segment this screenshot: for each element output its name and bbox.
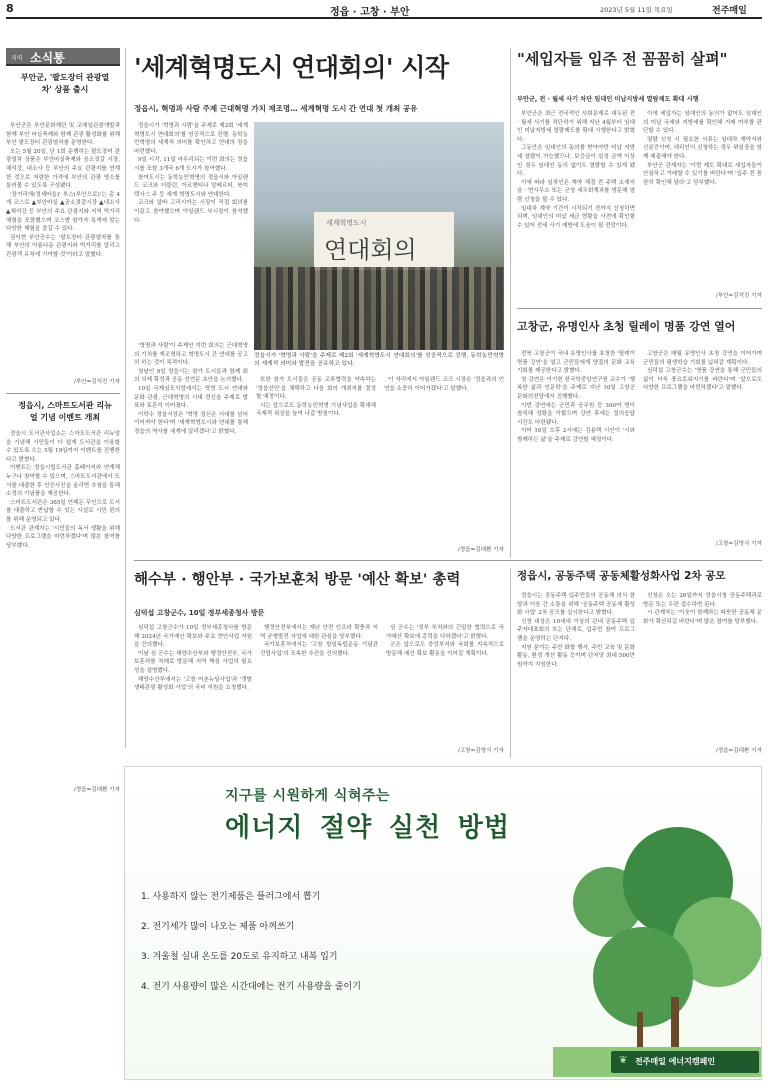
article2-para: 이에 따라 임차인은 계약 체결 전 주택 소재지 읍 · 면사무소 또는 군청 세무회계과를 방문해 열람 신청을 할 수 있다.	[517, 179, 635, 203]
brief2-title: 정읍시, 스마트도서관 리뉴얼 기념 이벤트 개최	[18, 401, 112, 422]
sidebar-tag-region: 지역	[11, 55, 23, 62]
article1-para: 9일 시작, 11일 마무리되는 이번 회의는 정읍시를 포함 3개국 6개 도시가 참여했다.	[134, 157, 248, 172]
ad-tree-cluster	[553, 807, 762, 1077]
article5-para: 신청 대상은 10세대 이상의 관내 공동주택 입주자대표회의 또는 단체로, 입주민 참여 프로그램을 운영하는 단지다.	[517, 618, 635, 642]
brief2-para: 정읍시 도서관사업소는 스마트도서관 리뉴얼을 기념해 시민들이 더 쉽게 도서관을 이용할 수 있도록 오는 5월 19일까지 이벤트를 진행한다고 밝혔다.	[6, 431, 120, 463]
brief1-title: 부안군, '팔도장터 관광열차' 상품 출시	[20, 73, 110, 94]
sidebar-tag	[6, 48, 120, 66]
article2-headline: "세입자들 입주 전 꼼꼼히 살펴"	[517, 50, 728, 68]
article3	[517, 318, 762, 550]
sidebar	[6, 48, 120, 1078]
article1-subhead: 정읍시, 혁명과 사람 주제 근대혁명 가치 재조명… 세계혁명 도시 간 연대 첫 개최 공유	[134, 104, 418, 113]
lower-column-rule	[510, 568, 511, 758]
article5-para: 시 관계자는 '이웃이 함께하는 따뜻한 공동체 문화가 확산되길 바란다'며 많은 참여를 당부했다.	[643, 610, 762, 625]
brief1-byline: /부안=김석진 기자	[73, 379, 120, 385]
article5-para: 지원 분야는 주민 화합 행사, 주민 교육 및 문화 활동, 환경 개선 활동 등이며 단지당 최대 500만 원까지 지원한다.	[517, 644, 635, 668]
article1-para: 이 자리에서 아일랜드 코크 시장은 '정읍과의 인연을 소중히 이어가겠다'고 말했다.	[384, 377, 504, 392]
article4-para: 행정안전부에서는 재난 안전 인프라 확충과 지역 균형발전 사업에 대한 관심을 당부했다.	[260, 625, 378, 640]
article2-byline: /부안=김석진 기자	[715, 293, 762, 299]
article4-para: 심 군수는 '정부 부처와의 긴밀한 협력으로 국가예산 확보에 총력을 다하겠다'고 밝혔다.	[386, 625, 504, 640]
leaf-icon: ❦	[619, 1055, 628, 1066]
ad-item-3: 3. 겨울철 실내 온도를 20도로 유지하고 내복 입기	[141, 952, 338, 962]
photo-banner	[314, 212, 454, 270]
article1-para: 참여도시는 동학농민혁명의 정읍시와 아일랜드 코크와 더블린, 아르헨티나 알베르티, 북미 텍사스 주 등 세계 혁명도시와 연대한다.	[134, 174, 248, 198]
article3-para: 이번 강연에는 군민과 공무원 등 300여 명이 참석해 성황을 이뤘으며 강연 후에는 질의응답 시간도 마련됐다.	[517, 402, 635, 426]
article5-body-b	[643, 592, 762, 746]
brief2-para: 도서관 관계자는 '시민들의 독서 생활을 위해 다양한 프로그램을 마련하겠다'며 많은 참여를 당부했다.	[6, 525, 120, 549]
article1-para: 첫날인 9일 정읍시는 참가 도시들과 함께 회의 의제 확정과 공동 선언문 초안을 논의했다.	[134, 368, 248, 384]
article2-para: 임대차 계약 기간이 시작되기 전까지 신청하면 되며, 임대인의 미납 세금 현황을 사전에 확인할 수 있어 전세 사기 예방에 도움이 될 전망이다.	[517, 205, 635, 229]
divider-article2	[517, 308, 762, 309]
divider-middle	[134, 560, 762, 561]
brief1-para: 권익현 부안군수는 '팔도장터 관광열차를 통해 부안의 아름다운 관광지와 먹거리를 알리고 관광객 유치에 기여할 것'이라고 말했다.	[6, 234, 120, 258]
brief1-para: 부안군은 부안문화재단 및 코레일관광개발과 함께 부안 마실축제와 함께 관광 활성화를 위해 부안 팔도장터 관광열차를 운영한다.	[6, 123, 120, 147]
header-rule	[6, 17, 762, 19]
brief2-byline: /정읍=김대환 기자	[73, 787, 120, 793]
article1-body-lower-b	[256, 376, 376, 558]
sidebar-column-rule	[125, 48, 126, 748]
photo-banner-text: 연대회의	[324, 236, 417, 264]
article1-para: 10일 국제심포지엄에서는 혁명 도시 연대와 문화 관광, 근대혁명의 시대 정신을 주제로 발표와 토론이 이어졌다.	[134, 385, 248, 410]
brief1-body	[6, 122, 120, 376]
brief1-para: 오는 5월 20일, 단 1회 운행하는 팔도장터 관광열차 상품은 부안마실축제와 곰소젓갈 시장, 채석강, 내소사 등 부안의 주요 관광지를 연계한 것으로 저렴한 가격에 부안의 관광 명소를 둘러볼 수 있도록 구성됐다.	[6, 148, 120, 190]
article3-para: 심덕섭 고창군수는 '명품 강연을 통해 군민들의 삶이 더욱 풍요로워지기를 바란다'며 '앞으로도 다양한 프로그램을 마련하겠다'고 말했다.	[643, 368, 762, 392]
article1-photo	[254, 122, 504, 350]
sidebar-divider	[6, 393, 120, 394]
center-column-rule	[510, 48, 511, 558]
article4-para: 이날 심 군수는 해양수산부와 행정안전부, 국가보훈처를 차례로 방문해 지역 핵심 사업의 필요성을 설명했다.	[134, 650, 252, 674]
article2-para: 부안군은 최근 전국적인 사회문제로 대두된 전 · 월세 사기를 차단하기 위해 지난 4월부터 임대인 미납지방세 열람제도를 확대 시행한다고 밝혔다.	[517, 111, 635, 143]
article1-para: 시는 앞으로도 동학농민혁명 기념사업을 확대해 국제적 위상을 높여 나갈 방침이다.	[256, 402, 376, 418]
article4-para: 군은 앞으로도 중앙부처와 국회를 지속적으로 방문해 예산 확보 활동을 이어갈 계획이다.	[386, 642, 504, 657]
article4-byline: /고창=김영식 기자	[457, 748, 504, 754]
article4-body-a	[134, 624, 252, 758]
article3-headline: 고창군, 유명인사 초청 릴레이 명품 강연 열어	[517, 320, 736, 333]
article1-para: '혁명과 사람'이 주제인 이번 회의는 근대혁명의 가치를 재조명하고 혁명도시 간 연대를 공고히 하는 것이 목적이다.	[134, 343, 248, 367]
ad-item-4: 4. 전기 사용량이 많은 시간대에는 전기 사용량을 줄이기	[141, 982, 361, 992]
article4-subhead: 심덕섭 고창군수, 10일 정부세종청사 방문	[134, 609, 265, 617]
article1-body-upper	[134, 122, 248, 342]
article5-para: 정읍시는 공동주택 입주민들의 공동체 의식 함양과 이웃 간 소통을 위해 '공동주택 공동체 활성화 사업' 2차 공모를 실시한다고 밝혔다.	[517, 593, 635, 617]
article1-headline: '세계혁명도시 연대회의' 시작	[134, 53, 449, 82]
article3-body-b	[643, 350, 762, 540]
photo-crowd	[254, 267, 504, 350]
brief2-body	[6, 430, 120, 778]
page-number: 8	[6, 2, 14, 15]
article3-byline: /고창=김영식 기자	[715, 541, 762, 547]
brief2-para: 스마트도서관은 365일 언제든 무인으로 도서를 대출하고 반납할 수 있는 시설로 시민 편의를 위해 운영되고 있다.	[6, 499, 120, 523]
article1-body-lower-c	[384, 376, 504, 548]
energy-ad	[124, 766, 762, 1080]
article3-para: 이어 16일 오후 2시에는 김용택 시인이 '시와 함께하는 삶'을 주제로 강연할 예정이다.	[517, 428, 635, 443]
article3-para: 첫 강연은 이기헌 한국학중앙연구원 교수가 '행복한 삶과 인문학'을 주제로 지난 10일 고창군 문화의전당에서 진행했다.	[517, 376, 635, 400]
article1-para: 정읍시가 '혁명과 사람'을 주제로 제2회 '세계혁명도시 연대회의'를 성공적으로 진행, 동학농민혁명의 세계적 의미를 확인하고 연대의 장을 마련했다.	[134, 123, 248, 155]
article3-body-a	[517, 350, 635, 550]
article3-para: 전북 고창군이 국내 유명인사를 초청한 '릴레이 명품 강연'을 열고 군민들에게 양질의 문화 교육 기회를 제공한다고 밝혔다.	[517, 351, 635, 375]
article1-para: 또한 참가 도시들은 공동 교류협력을 약속하는 '정읍선언'을 채택하고 다음 회의 개최지를 결정할 예정이다.	[256, 377, 376, 401]
brief2-para: 이벤트는 정읍시립도서관 홈페이지와 연계해 누구나 참여할 수 있으며, 스마트도서관에서 도서를 대출한 후 인증사진을 올리면 추첨을 통해 소정의 기념품을 제공한다.	[6, 465, 120, 498]
article5-byline: /정읍=김대환 기자	[715, 748, 762, 754]
ad-item-1: 1. 사용하지 않는 전기제품은 플러그에서 뽑기	[141, 892, 321, 902]
sidebar-tag-title: 소식통	[30, 51, 65, 65]
article2-para: 열람 신청 시 필요한 서류는 임대차 계약서와 신분증이며, 대리인이 신청하는 경우 위임장을 함께 제출해야 한다.	[643, 136, 762, 160]
photo-banner-sub: 세계혁명도시	[326, 219, 367, 227]
article2-para: 부안군 관계자는 '이번 제도 확대로 세입자들이 안심하고 거래할 수 있기를 바란다'며 '입주 전 꼼꼼히 확인해 달라'고 당부했다.	[643, 162, 762, 186]
article5	[517, 568, 762, 758]
ad-item-2: 2. 전기세가 많이 나오는 제품 아껴쓰기	[141, 922, 295, 932]
article5-body-a	[517, 592, 635, 758]
article4-body-b	[260, 624, 378, 758]
article1-byline: /정읍=김대환 기자	[457, 547, 504, 553]
article5-headline: 정읍시, 공동주택 공동체활성화사업 2차 공모	[517, 570, 726, 582]
ad-tagline: 지구를 시원하게 식혀주는	[225, 788, 391, 804]
article3-para: 고창군은 매월 유명인사 초청 강연을 이어가며 군민들의 평생학습 기회를 넓혀갈 계획이다.	[643, 351, 762, 366]
article4-para: 심덕섭 고창군수가 10일 정부세종청사를 방문해 2024년 국가예산 확보와 주요 현안사업 지원을 건의했다.	[134, 625, 252, 649]
article4-para: 국가보훈처에서는 '고창 항일독립운동 기념관 건립사업'의 조속한 추진을 건의했다.	[260, 642, 378, 657]
article1-photo-caption: 정읍시가 '혁명과 사람'을 주제로 제2회 '세계혁명도시 연대회의'를 성공적으로 진행, 동학농민혁명의 세계적 의미와 발전을 공유하고 있다.	[254, 353, 504, 367]
paper-name: 전주매일	[712, 6, 747, 16]
section-name: 정읍 · 고창 · 부안	[330, 7, 410, 18]
article1-body-lower-a	[134, 342, 248, 558]
article2-para: 그동안은 임대인의 동의를 받아야만 미납 지방세 열람이 가능했으나, 보증금이 일정 금액 이상인 경우 임대인 동의 없이도 열람할 수 있게 됐다.	[517, 145, 635, 178]
article1-para: 코크와 알바 고리시아는 시장이 직접 회의를 이끌고 참여했으며 아일랜드 부시장이 참석했다.	[134, 200, 248, 224]
article2-body-a	[517, 110, 635, 296]
page-header	[0, 0, 768, 22]
brief1-para: '장거리에(정세마을)' 부스(부안으로)'는 총 4개 코스로 ▲부안마실 ▲곰소젓갈시장 ▲내소사 ▲채석강 등 부안의 주요 관광지와 지역 먹거리 체험을 포함했으며 코스별 참가자 특색에 맞는 다양한 체험을 즐길 수 있다.	[6, 191, 120, 233]
article1	[134, 48, 504, 558]
article2-para: 이에 세입자는 임대인의 동의가 없어도 임대인의 미납 국세와 지방세를 확인해 거래 여부를 판단할 수 있다.	[643, 111, 762, 135]
article5-para: 신청은 오는 26일까지 정읍시청 공동주택과로 방문 또는 우편 접수하면 된다.	[643, 593, 762, 608]
ad-title: 에너지 절약 실천 방법	[225, 813, 511, 843]
ad-footer-bar	[611, 1051, 759, 1073]
article4-body-c	[386, 624, 504, 746]
article2-subhead: 부안군, 전 · 월세 사기 차단 임대인 미납지방세 열람제도 확대 시행	[517, 96, 699, 103]
article4	[134, 568, 504, 758]
article2-body-b	[643, 110, 762, 286]
article1-para: 이학수 정읍시장은 '혁명 정신은 시대를 넘어 이어져야 한다'며 '세계혁명도시와 연대를 통해 정읍의 역사를 세계에 알리겠다'고 밝혔다.	[134, 411, 248, 435]
issue-date: 2023년 5월 11일 목요일	[600, 6, 673, 14]
article4-headline: 해수부 · 행안부 · 국가보훈처 방문 '예산 확보' 총력	[134, 572, 461, 588]
article4-para: 해양수산부에서는 '고창 어촌뉴딜사업'과 '갯벌 생태관광 활성화 사업'의 국비 지원을 요청했다.	[134, 676, 252, 692]
ad-footer-text: 전주매일 에너지캠페인	[635, 1057, 716, 1066]
article2	[517, 48, 762, 304]
